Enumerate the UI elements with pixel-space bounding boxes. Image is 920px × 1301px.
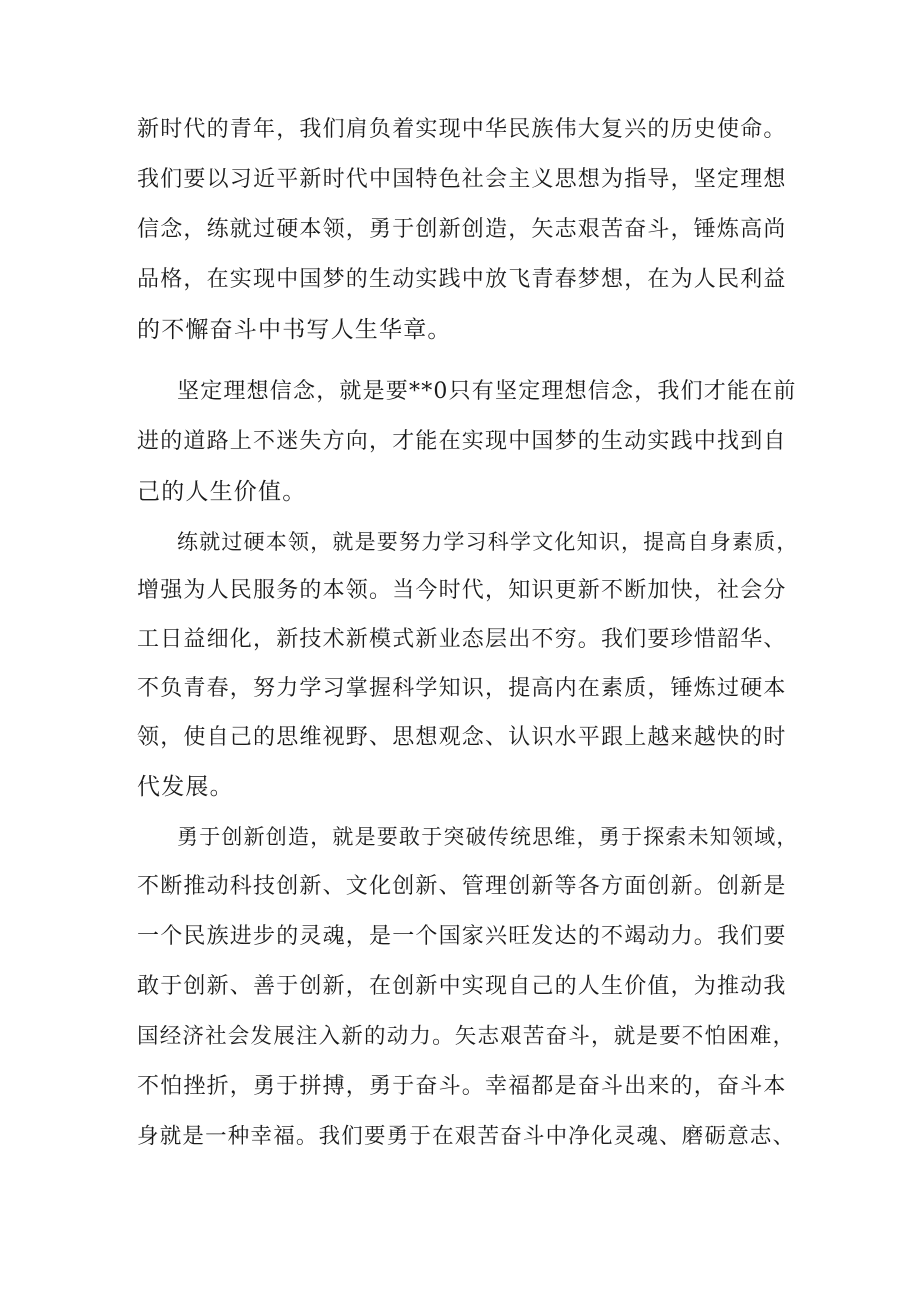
text-line: 不负青春，努力学习掌握科学知识，提高内在素质，锤炼过硬本 <box>137 676 787 701</box>
text-line: 我们要以习近平新时代中国特色社会主义思想为指导，坚定理想 <box>137 167 787 192</box>
text-line: 一个民族进步的灵魂，是一个国家兴旺发达的不竭动力。我们要 <box>137 924 787 949</box>
text-line: 身就是一种幸福。我们要勇于在艰苦奋斗中净化灵魂、磨砺意志、 <box>137 1124 796 1149</box>
text-line: 进的道路上不迷失方向，才能在实现中国梦的生动实践中找到自 <box>137 429 787 454</box>
text-line: 坚定理想信念，就是要**0只有坚定理想信念，我们才能在前 <box>177 379 797 404</box>
text-line: 不断推动科技创新、文化创新、管理创新等各方面创新。创新是 <box>137 874 787 899</box>
text-line: 领，使自己的思维视野、思想观念、认识水平跟上越来越快的时 <box>137 725 787 750</box>
text-line: 练就过硬本领，就是要努力学习科学文化知识，提高自身素质， <box>177 530 799 554</box>
text-line: 勇于创新创造，就是要敢于突破传统思维，勇于探索未知领域， <box>177 825 799 849</box>
text-line: 增强为人民服务的本领。当今时代，知识更新不断加快，社会分 <box>137 578 787 603</box>
text-line: 新时代的青年，我们肩负着实现中华民族伟大复兴的历史使命。 <box>137 117 787 142</box>
text-line: 品格，在实现中国梦的生动实践中放飞青春梦想，在为人民利益 <box>137 267 787 292</box>
text-line: 己的人生价值。 <box>137 479 307 505</box>
text-line: 的不懈奋斗中书写人生华章。 <box>137 317 452 343</box>
text-line: 敢于创新、善于创新，在创新中实现自己的人生价值，为推动我 <box>137 974 787 999</box>
text-line: 信念，练就过硬本领，勇于创新创造，矢志艰苦奋斗，锤炼高尚 <box>137 217 787 242</box>
text-line: 国经济社会发展注入新的动力。矢志艰苦奋斗，就是要不怕困难， <box>137 1024 796 1049</box>
text-line: 不怕挫折，勇于拼搏，勇于奋斗。幸福都是奋斗出来的，奋斗本 <box>137 1074 787 1099</box>
text-line: 代发展。 <box>137 774 234 800</box>
text-line: 工日益细化，新技术新模式新业态层出不穷。我们要珍惜韶华、 <box>137 627 787 652</box>
